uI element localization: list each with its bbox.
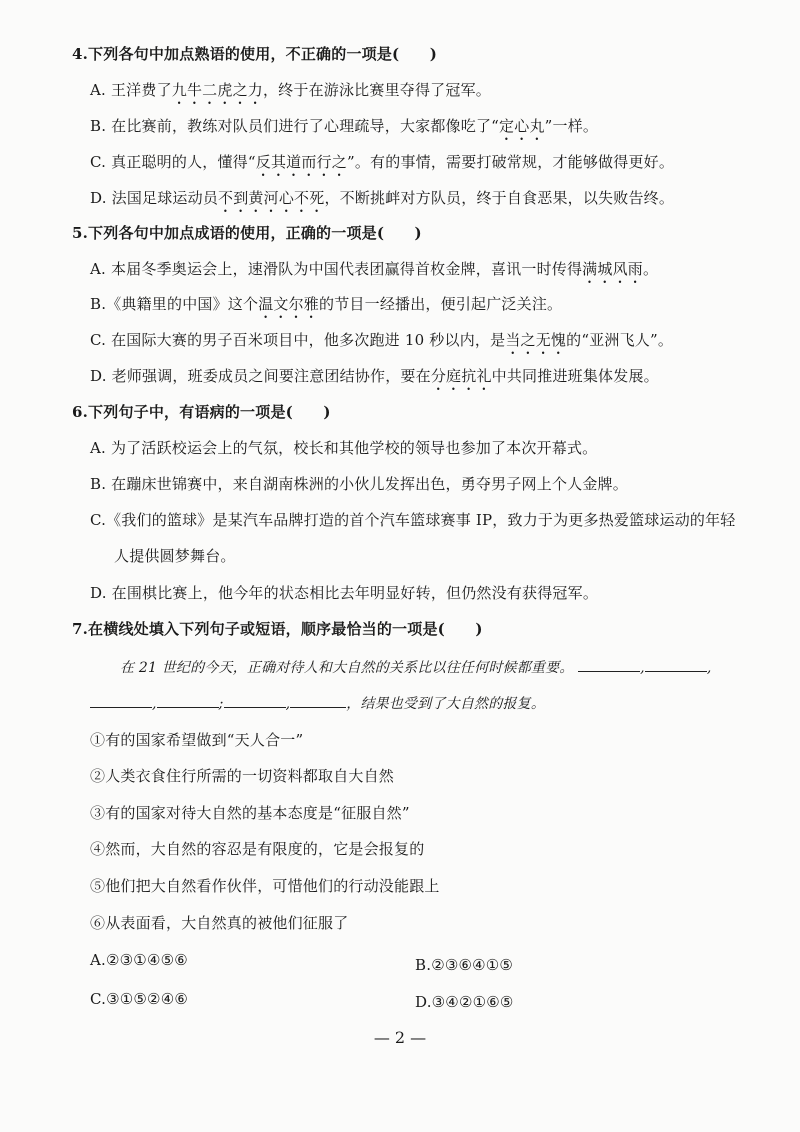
option-text: 一样。 <box>552 117 599 135</box>
dotted-idiom: 满城风雨 <box>582 260 643 278</box>
question-6-stem: 6.下列句子中，有语病的一项是( ) <box>72 403 331 421</box>
dotted-idiom: 不到黄河心不死 <box>218 189 325 207</box>
passage-text: ，结果也受到了大自然的报复。 <box>346 696 546 712</box>
question-4-option-a <box>90 80 491 108</box>
option-text: B.《典籍里的中国》这个 <box>90 295 259 313</box>
question-5-option-d <box>90 366 659 394</box>
option-text: B. 在比赛前，教练对队员们进行了心理疏导，大家都像吃了 <box>90 117 492 135</box>
dotted-idiom: “定心丸” <box>491 117 553 135</box>
dotted-idiom: 温文尔雅 <box>258 295 320 313</box>
option-text: C. 真正聪明的人，懂得 <box>90 153 248 171</box>
option-text: C. 在国际大赛的男子百米项目中，他多次跑进 10 秒以内，是 <box>90 331 506 349</box>
question-6-option-d: D. 在围棋比赛上，他今年的状态相比去年明显好转，但仍然没有获得冠军。 <box>90 584 599 602</box>
dotted-idiom: “反其道而行之” <box>247 153 355 171</box>
blank-1 <box>578 657 640 672</box>
sentence-item-1: ①有的国家希望做到“天人合一” <box>90 731 304 749</box>
question-5-option-c <box>90 330 673 358</box>
question-4-stem: 4.下列各句中加点熟语的使用，不正确的一项是( ) <box>72 45 438 63</box>
blank-4 <box>157 693 219 708</box>
question-6-option-c-line2: 人提供圆梦舞台。 <box>114 547 236 565</box>
question-6-option-b: B. 在蹦床世锦赛中，来自湖南株洲的小伙儿发挥出色，勇夺男子网上个人金牌。 <box>90 475 628 493</box>
blank-3 <box>90 693 152 708</box>
question-6-option-c-line1: C.《我们的篮球》是某汽车品牌打造的首个汽车篮球赛事 IP，致力于为更多热爱篮球运动的年轻 <box>90 511 736 529</box>
blank-5 <box>224 693 286 708</box>
sentence-item-4: ④然而，大自然的容忍是有限度的，它是会报复的 <box>90 840 425 858</box>
question-5-option-b <box>90 294 562 322</box>
dotted-idiom: 当之无愧 <box>505 331 567 349</box>
question-7-option-c: C.③①⑤②④⑥ <box>90 990 188 1008</box>
question-4-option-b <box>90 116 598 144</box>
option-text: 。 <box>642 260 659 278</box>
option-text: 的“亚洲飞人”。 <box>566 331 674 349</box>
option-text: A. 王洋费了 <box>90 81 172 99</box>
question-4-option-c <box>90 152 674 180</box>
question-4-option-d <box>90 188 674 216</box>
option-text: ，终于在游泳比赛里夺得了冠军。 <box>262 81 491 99</box>
question-7-option-b: B.②③⑥④①⑤ <box>415 956 514 974</box>
sentence-item-2: ②人类衣食住行所需的一切资料都取自大自然 <box>90 767 395 785</box>
question-7-option-d: D.③④②①⑥⑤ <box>415 993 514 1011</box>
dotted-idiom: 九牛二虎之力 <box>171 81 263 99</box>
option-text: D. 法国足球运动员 <box>90 189 219 207</box>
option-text: A. 本届冬季奥运会上，速滑队为中国代表团赢得首枚金牌，喜讯一时传得 <box>90 260 583 278</box>
passage-line-2: , ; , ，结果也受到了大自然的报复。 <box>90 693 545 714</box>
question-7-stem: 7.在横线处填入下列句子或短语，顺序最恰当的一项是( ) <box>72 620 483 638</box>
passage-text: 在 21 世纪的今天，正确对待人和大自然的关系比以往任何时候都重要。 <box>120 660 574 676</box>
option-text: 。有的事情，需要打破常规，才能够做得更好。 <box>354 153 675 171</box>
question-5-stem: 5.下列各句中加点成语的使用，正确的一项是( ) <box>72 224 422 242</box>
question-7-option-a: A.②③①④⑤⑥ <box>90 951 188 969</box>
sentence-item-5: ⑤他们把大自然看作伙伴，可惜他们的行动没能跟上 <box>90 877 440 895</box>
question-5-option-a <box>90 259 658 287</box>
sentence-item-6: ⑥从表面看，大自然真的被他们征服了 <box>90 914 349 932</box>
dotted-idiom: 分庭抗礼 <box>430 367 492 385</box>
blank-6 <box>290 693 346 708</box>
passage-line-1: 在 21 世纪的今天，正确对待人和大自然的关系比以往任何时候都重要。 , , <box>120 657 711 678</box>
sentence-item-3: ③有的国家对待大自然的基本态度是“征服自然” <box>90 804 410 822</box>
question-6-option-a: A. 为了活跃校运会上的气氛，校长和其他学校的领导也参加了本次开幕式。 <box>90 439 598 457</box>
option-text: ，不断挑衅对方队员，终于自食恶果，以失败告终。 <box>324 189 675 207</box>
page-number: — 2 — <box>373 1028 427 1047</box>
option-text: 中共同推进班集体发展。 <box>491 367 659 385</box>
blank-2 <box>645 657 707 672</box>
option-text: D. 老师强调，班委成员之间要注意团结协作，要在 <box>90 367 431 385</box>
option-text: 的节目一经播出，便引起广泛关注。 <box>319 295 563 313</box>
